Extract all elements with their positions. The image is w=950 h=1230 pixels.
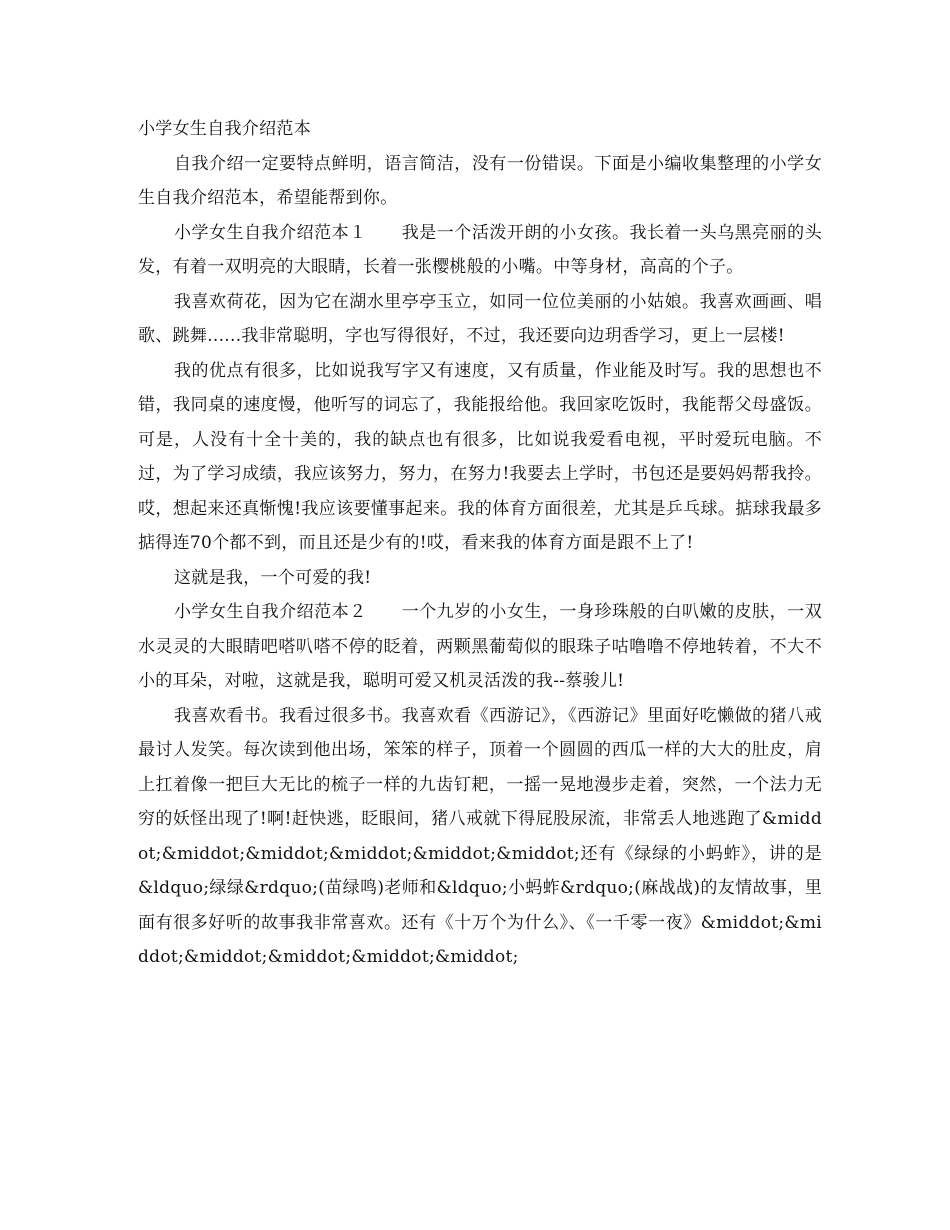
- paragraph: 我喜欢看书。我看过很多书。我喜欢看《西游记》，《西游记》里面好吃懒做的猪八戒最讨人发笑。每次读到他出场，笨笨的样子，顶着一个圆圆的西瓜一样的大大的肚皮，肩上扛着像一把巨大无比的梳子一样的九齿钉耙，一摇一晃地漫步走着，突然，一个法力无穷的妖怪出现了!啊!赶快逃，眨眼间，猪八戒就下得屁股尿流，非常丢人地逃跑了&middot;&middot;&middot;&middot;&middot;&middot;还有《绿绿的小蚂蚱》，讲的是&ldquo;绿绿&rdquo;(苗绿鸣)老师和&ldquo;小蚂蚱&rdquo;(麻战战)的友情故事，里面有很多好听的故事我非常喜欢。还有《十万个为什么》、《一千零一夜》&middot;&middot;&middot;&middot;&middot;&middot;: [138, 705, 822, 967]
- document-title: 小学女生自我介绍范本: [138, 119, 311, 139]
- paragraph: 我的优点有很多，比如说我写字又有速度，又有质量，作业能及时写。我的思想也不错，我同桌的速度慢，他听写的词忘了，我能报给他。我回家吃饭时，我能帮父母盛饭。可是，人没有十全十美的，我的缺点也有很多，比如说我爱看电视，平时爱玩电脑。不过，为了学习成绩，我应该努力，努力，在努力!我要去上学时，书包还是要妈妈帮我拎。哎，想起来还真惭愧!我应该要懂事起来。我的体育方面很差，尤其是乒乓球。掂球我最多掂得连70个都不到，而且还是少有的!哎，看来我的体育方面是跟不上了!: [138, 360, 822, 553]
- paragraph: 自我介绍一定要特点鲜明，语言简洁，没有一份错误。下面是小编收集整理的小学女生自我介绍范本，希望能帮到你。: [138, 153, 822, 208]
- paragraph: 我喜欢荷花，因为它在湖水里亭亭玉立，如同一位位美丽的小姑娘。我喜欢画画、唱歌、跳舞......我非常聪明，字也写得很好，不过，我还要向边玥香学习，更上一层楼!: [138, 291, 822, 346]
- document-body: [138, 112, 822, 975]
- paragraph: 小学女生自我介绍范本１ 我是一个活泼开朗的小女孩。我长着一头乌黑亮丽的头发，有着一双明亮的大眼睛，长着一张樱桃般的小嘴。中等身材，高高的个子。: [138, 222, 822, 277]
- paragraph: 这就是我，一个可爱的我!: [174, 567, 372, 588]
- paragraph: 小学女生自我介绍范本２ 一个九岁的小女生，一身珍珠般的白叭嫩的皮肤，一双水灵灵的大眼睛吧嗒叭嗒不停的眨着，两颗黑葡萄似的眼珠子咕噜噜不停地转着，不大不小的耳朵，对啦，这就是我，聪明可爱又机灵活泼的我--蔡骏儿!: [138, 602, 822, 691]
